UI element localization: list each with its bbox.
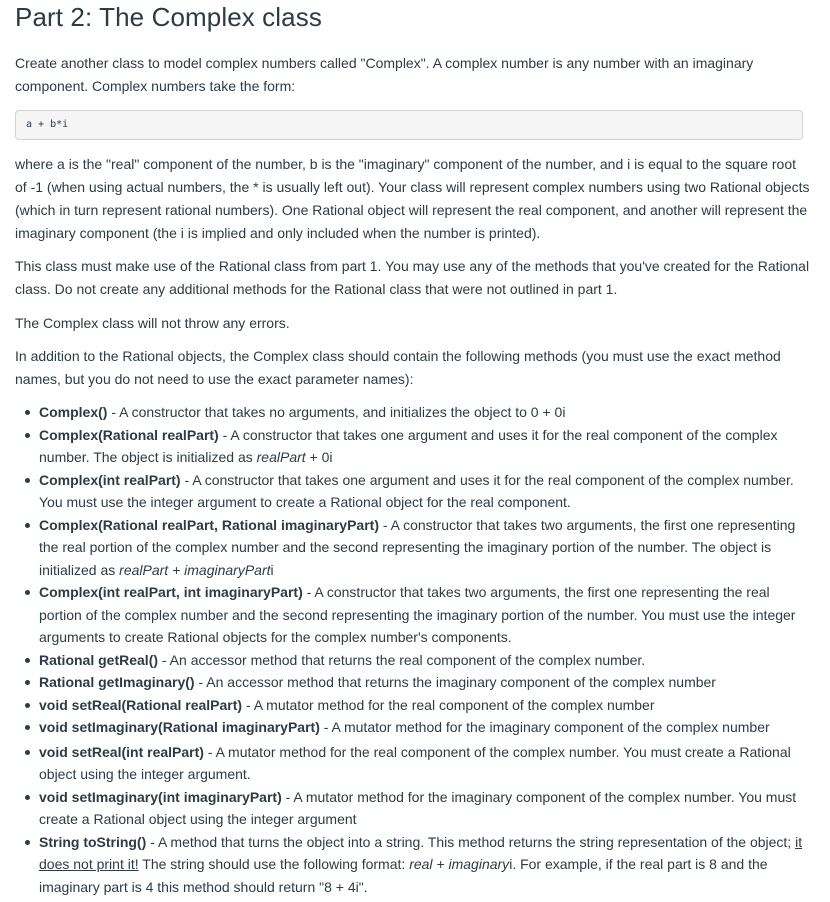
- page-title: Part 2: The Complex class: [15, 2, 322, 32]
- list-item: [15, 786, 811, 831]
- method-description: - A constructor that takes one argument and uses it for the real component of the complex number. You must use the integer argument to create a Rational object for the real component.: [39, 471, 794, 510]
- method-description: - A method that turns the object into a string. This method returns the string representation of the object;: [146, 833, 796, 850]
- method-description-tail: . For example, if the real part is 8 and the imaginary part is 4 this method should return "8 + 4i".: [39, 856, 768, 895]
- method-description-tail: i: [270, 561, 274, 578]
- method-underline: it does not print it!: [39, 833, 803, 872]
- method-description-tail: + 0i: [305, 449, 333, 465]
- method-description: - A mutator method for the imaginary component of the complex number: [319, 719, 770, 735]
- method-description: - A constructor that takes two arguments, the first one representing the real portion of the complex number and the second representing the imaginary portion of the number. The object is initialized as: [39, 516, 796, 578]
- list-item: [15, 514, 811, 582]
- method-signature: void setReal(Rational realPart): [39, 696, 243, 713]
- code-block: [15, 110, 803, 140]
- list-item: [15, 671, 811, 694]
- method-signature: Rational getReal(): [39, 651, 159, 668]
- method-description: - A constructor that takes two arguments, the first one representing the real portion of the complex number and the second representing the imaginary portion of the number. You must use the integer arguments to create Rational objects for the complex number's components.: [39, 584, 796, 645]
- list-item: [15, 424, 811, 469]
- method-emphasis: real + imaginary: [409, 856, 510, 872]
- method-signature: void setImaginary(Rational imaginaryPart): [39, 719, 320, 735]
- no-errors-paragraph: The Complex class will not throw any errors.: [15, 315, 290, 331]
- method-signature: void setImaginary(int imaginaryPart): [39, 788, 282, 805]
- list-item: [15, 741, 811, 786]
- code-text: a + b*i: [26, 119, 69, 130]
- list-item: [15, 469, 811, 514]
- method-description: - A mutator method for the real component of the complex number. You must create a Rational object using the integer argument.: [39, 743, 791, 782]
- list-item: [15, 716, 811, 739]
- list-item: [15, 401, 811, 424]
- method-description: - An accessor method that returns the real component of the complex number.: [158, 651, 646, 668]
- methods-list: [15, 401, 811, 898]
- method-description-middle: The string should use the following format:: [138, 856, 410, 872]
- method-signature: Complex(Rational realPart, Rational imaginaryPart): [39, 516, 379, 533]
- method-signature: String toString(): [39, 833, 147, 850]
- method-signature: Complex(int realPart, int imaginaryPart): [39, 584, 303, 600]
- method-emphasis-suffix: i: [509, 856, 513, 872]
- list-item: [15, 831, 811, 899]
- rational-use-paragraph: This class must make use of the Rational class from part 1. You may use any of the methods that you've created for the Rational class. Do not create any additional methods for the Rational class that were not outlined in part 1.: [15, 258, 810, 297]
- method-signature: Complex(Rational realPart): [39, 426, 219, 443]
- method-description: - A constructor that takes no arguments, and initializes the object to 0 + 0i: [107, 404, 566, 420]
- list-item: [15, 694, 811, 717]
- explanation-paragraph: where a is the "real" component of the number, b is the "imaginary" component of the number, and i is equal to the square root of -1 (when using actual numbers, the * is usually left out). Your class will represent complex numbers using two Rational objects (which in turn represent rational numbers). One Rational object will represent the real component, and another will represent the imaginary component (the i is implied and only included when the number is printed).: [15, 156, 810, 241]
- list-item: [15, 581, 811, 649]
- method-description: - A mutator method for the real component of the complex number: [242, 696, 655, 713]
- method-description: - An accessor method that returns the imaginary component of the complex number: [194, 674, 716, 690]
- method-signature: Rational getImaginary(): [39, 674, 195, 690]
- intro-paragraph: Create another class to model complex numbers called "Complex". A complex number is any number with an imaginary component. Complex numbers take the form:: [15, 55, 754, 94]
- method-emphasis: realPart: [256, 449, 306, 465]
- method-emphasis: realPart + imaginaryPart: [119, 561, 271, 578]
- method-signature: Complex(int realPart): [39, 471, 181, 488]
- method-signature: void setReal(int realPart): [39, 743, 204, 760]
- method-description: - A constructor that takes one argument and uses it for the real component of the complex number. The object is initialized as: [39, 426, 778, 465]
- methods-intro-paragraph: In addition to the Rational objects, the Complex class should contain the following methods (you must use the exact method names, but you do not need to use the exact parameter names):: [15, 348, 781, 387]
- method-signature: Complex(): [39, 404, 108, 420]
- method-description: - A mutator method for the imaginary component of the complex number. You must create a Rational object using the integer argument: [39, 788, 797, 827]
- list-item: [15, 649, 811, 672]
